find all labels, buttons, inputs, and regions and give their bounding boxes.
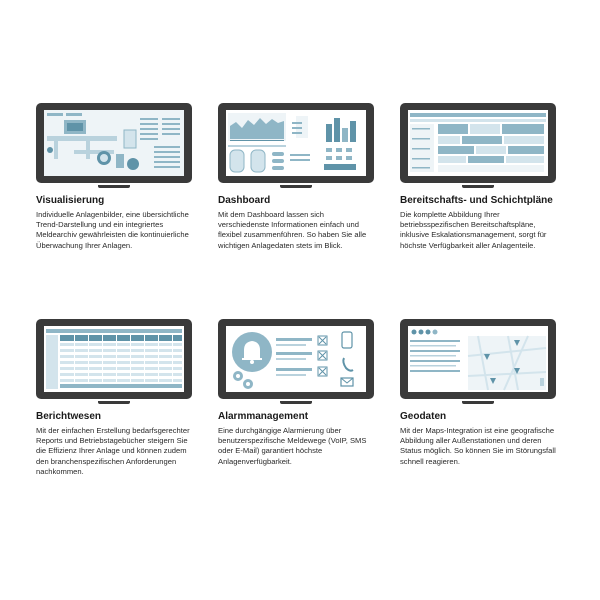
tablet-frame — [400, 319, 556, 399]
card-alarmmanagement — [218, 319, 374, 467]
card-description: Mit der Maps-Integration ist eine geografische Abbildung aller Außenstationen und deren Status möglich. So können Sie im Störungsfall schnell reagieren. — [400, 426, 556, 466]
home-bar — [98, 185, 130, 188]
tablet-frame — [218, 103, 374, 183]
dashboard-screen — [226, 110, 366, 176]
schedule-table-screen — [408, 110, 548, 176]
card-description: Die komplette Abbildung Ihrer betriebsspezifischen Bereitschaftspläne, inklusive Eskalationsmanagement, sorgt für höchste Verfügbarkeit aller Anlagenteile. — [400, 210, 547, 250]
card-berichtwesen — [36, 319, 192, 477]
card-description: Mit der einfachen Erstellung bedarfsgerechter Reports und Betriebstagebücher steigern Sie die Effizienz Ihrer Anlage und können zudem den branchenspezifischen Anforderungen nachkommen. — [36, 426, 190, 476]
tablet-frame — [218, 319, 374, 399]
card-geodaten — [400, 319, 556, 467]
alarm-bell-screen — [226, 326, 366, 392]
card-description: Mit dem Dashboard lassen sich verschiedenste Informationen einfach und flexibel zusammenführen. So haben Sie alle wichtigen Anlagedaten stets im Blick. — [218, 210, 367, 250]
card-visualisierung — [36, 103, 192, 251]
card-title: Dashboard — [218, 195, 271, 206]
map-screen — [408, 326, 548, 392]
card-title: Visualisierung — [36, 195, 105, 206]
home-bar — [280, 401, 312, 404]
home-bar — [462, 401, 494, 404]
card-title: Alarmmanagement — [218, 411, 309, 422]
card-title: Berichtwesen — [36, 411, 102, 422]
tablet-frame — [36, 103, 192, 183]
card-description: Individuelle Anlagenbilder, eine übersichtliche Trend-Darstellung und ein integriertes Meldearchiv gewährleisten die kontinuierliche Überwachung Ihrer Anlagen. — [36, 210, 189, 250]
card-schichtplaene — [400, 103, 556, 251]
home-bar — [462, 185, 494, 188]
report-table-screen — [44, 326, 184, 392]
card-dashboard — [218, 103, 374, 251]
tablet-frame — [400, 103, 556, 183]
plant-visualization-screen — [44, 110, 184, 176]
tablet-frame — [36, 319, 192, 399]
card-title: Geodaten — [400, 411, 447, 422]
home-bar — [98, 401, 130, 404]
home-bar — [280, 185, 312, 188]
card-description: Eine durchgängige Alarmierung über benutzerspezifische Meldewege (VoIP, SMS oder E-Mail) garantiert höchste Anlagenverfügbarkeit. — [218, 426, 367, 466]
card-title: Bereitschafts- und Schichtpläne — [400, 195, 553, 206]
